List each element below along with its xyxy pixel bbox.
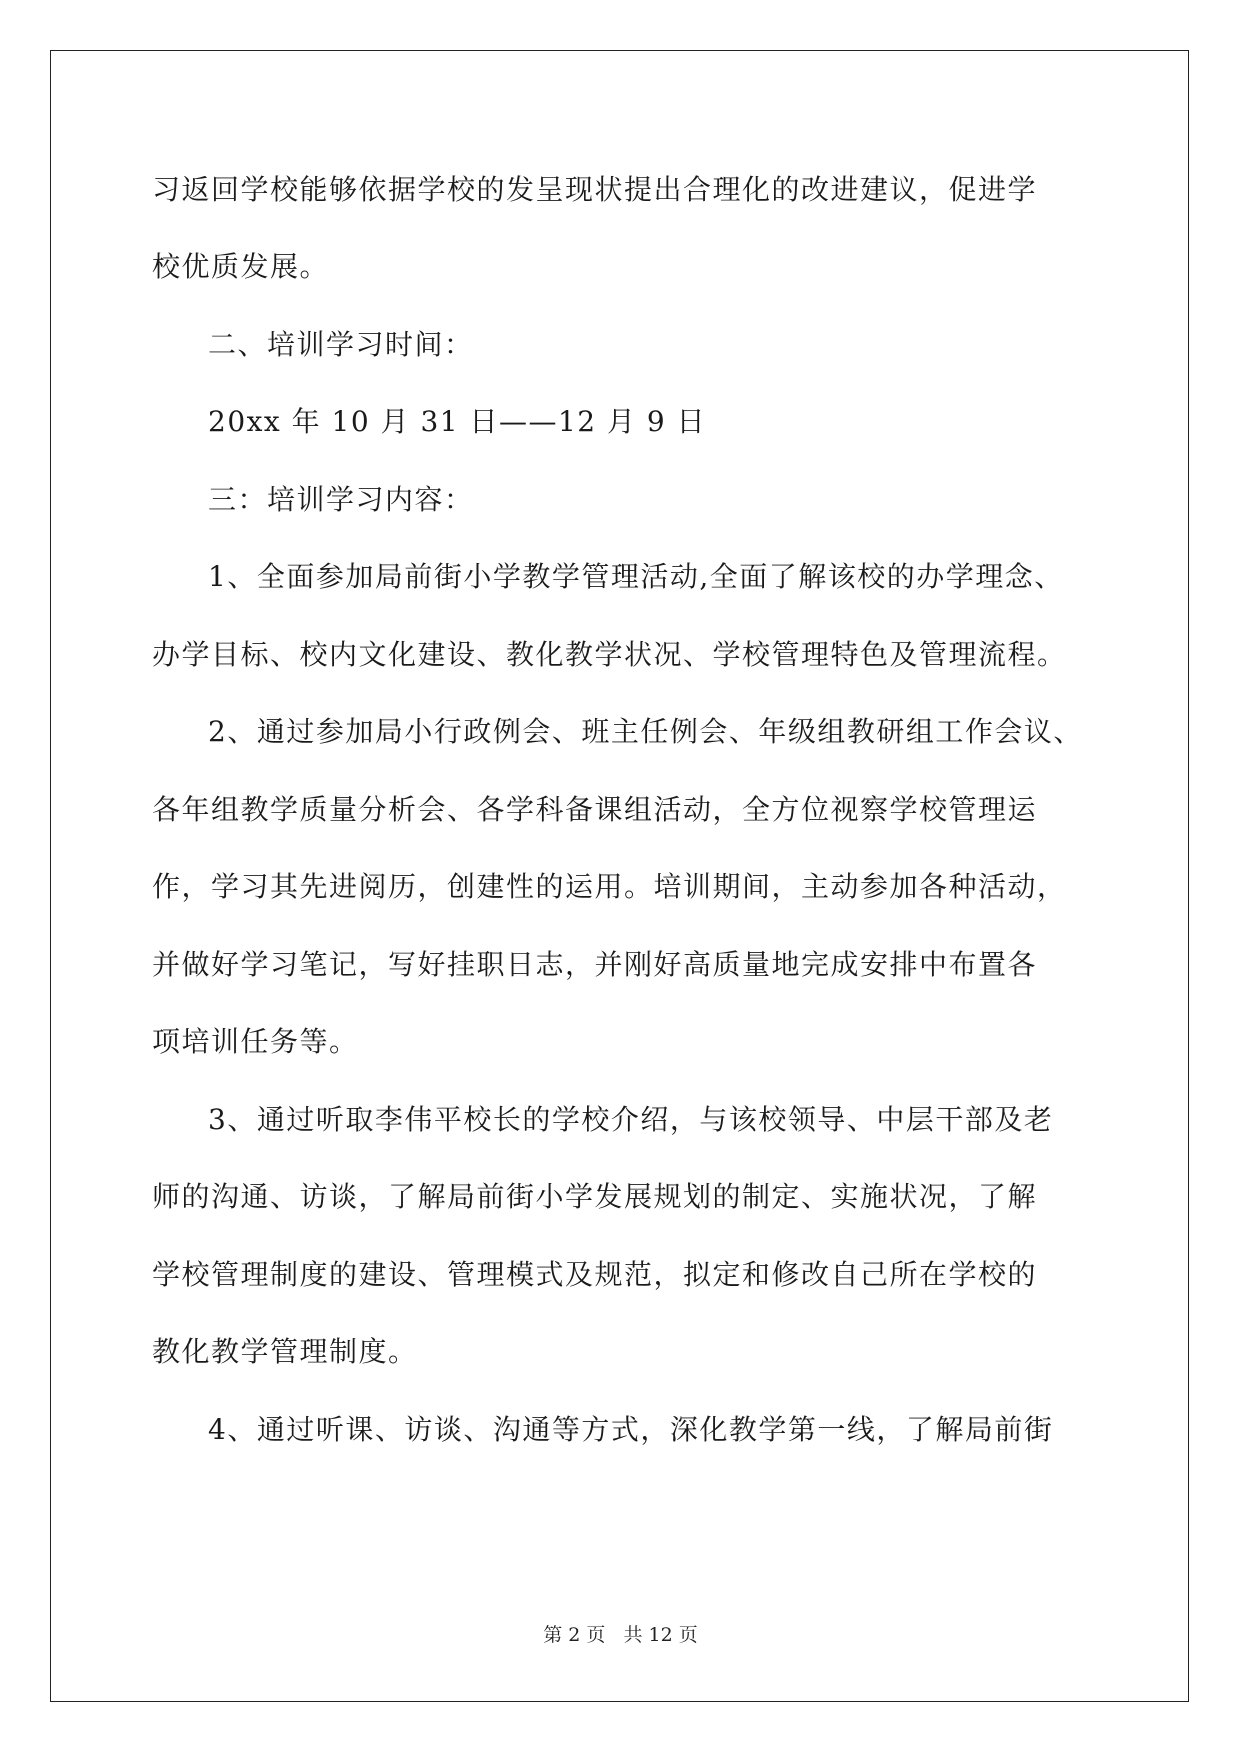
item-2-line-2: 各年组教学质量分析会、各学科备课组活动，全方位视察学校管理运 [152,793,1038,826]
item-3-line-2: 师的沟通、访谈，了解局前街小学发展规划的制定、实施状况，了解 [152,1180,1038,1213]
item-1-line-2: 办学目标、校内文化建设、教化教学状况、学校管理特色及管理流程。 [152,638,1067,671]
section-heading-content: 三：培训学习内容： [208,483,474,516]
item-2-line-1: 2、通过参加局小行政例会、班主任例会、年级组教研组工作会议、 [208,715,1083,748]
training-date-range: 20xx 年 10 月 31 日——12 月 9 日 [208,405,707,438]
item-3-line-1: 3、通过听取李伟平校长的学校介绍，与该校领导、中层干部及老 [208,1103,1054,1136]
item-2-line-3: 作，学习其先进阅历，创建性的运用。培训期间，主动参加各种活动， [152,870,1067,903]
item-3-line-3: 学校管理制度的建设、管理模式及规范，拟定和修改自己所在学校的 [152,1258,1038,1291]
item-1-line-1: 1、全面参加局前街小学教学管理活动,全面了解该校的办学理念、 [208,560,1064,593]
item-2-line-4: 并做好学习笔记，写好挂职日志，并刚好高质量地完成安排中布置各 [152,948,1038,981]
page-total: 共 12 页 [623,1624,698,1646]
body-line-1: 习返回学校能够依据学校的发呈现状提出合理化的改进建议，促进学 [152,173,1038,206]
page-number: 第 2 页 [543,1624,606,1646]
item-2-line-5: 项培训任务等。 [152,1025,359,1058]
page-footer [0,1623,1241,1647]
item-4-line-1: 4、通过听课、访谈、沟通等方式，深化教学第一线，了解局前街 [208,1413,1054,1446]
section-heading-time: 二、培训学习时间： [208,328,474,361]
item-3-line-4: 教化教学管理制度。 [152,1335,418,1368]
body-line-2: 校优质发展。 [152,250,330,283]
